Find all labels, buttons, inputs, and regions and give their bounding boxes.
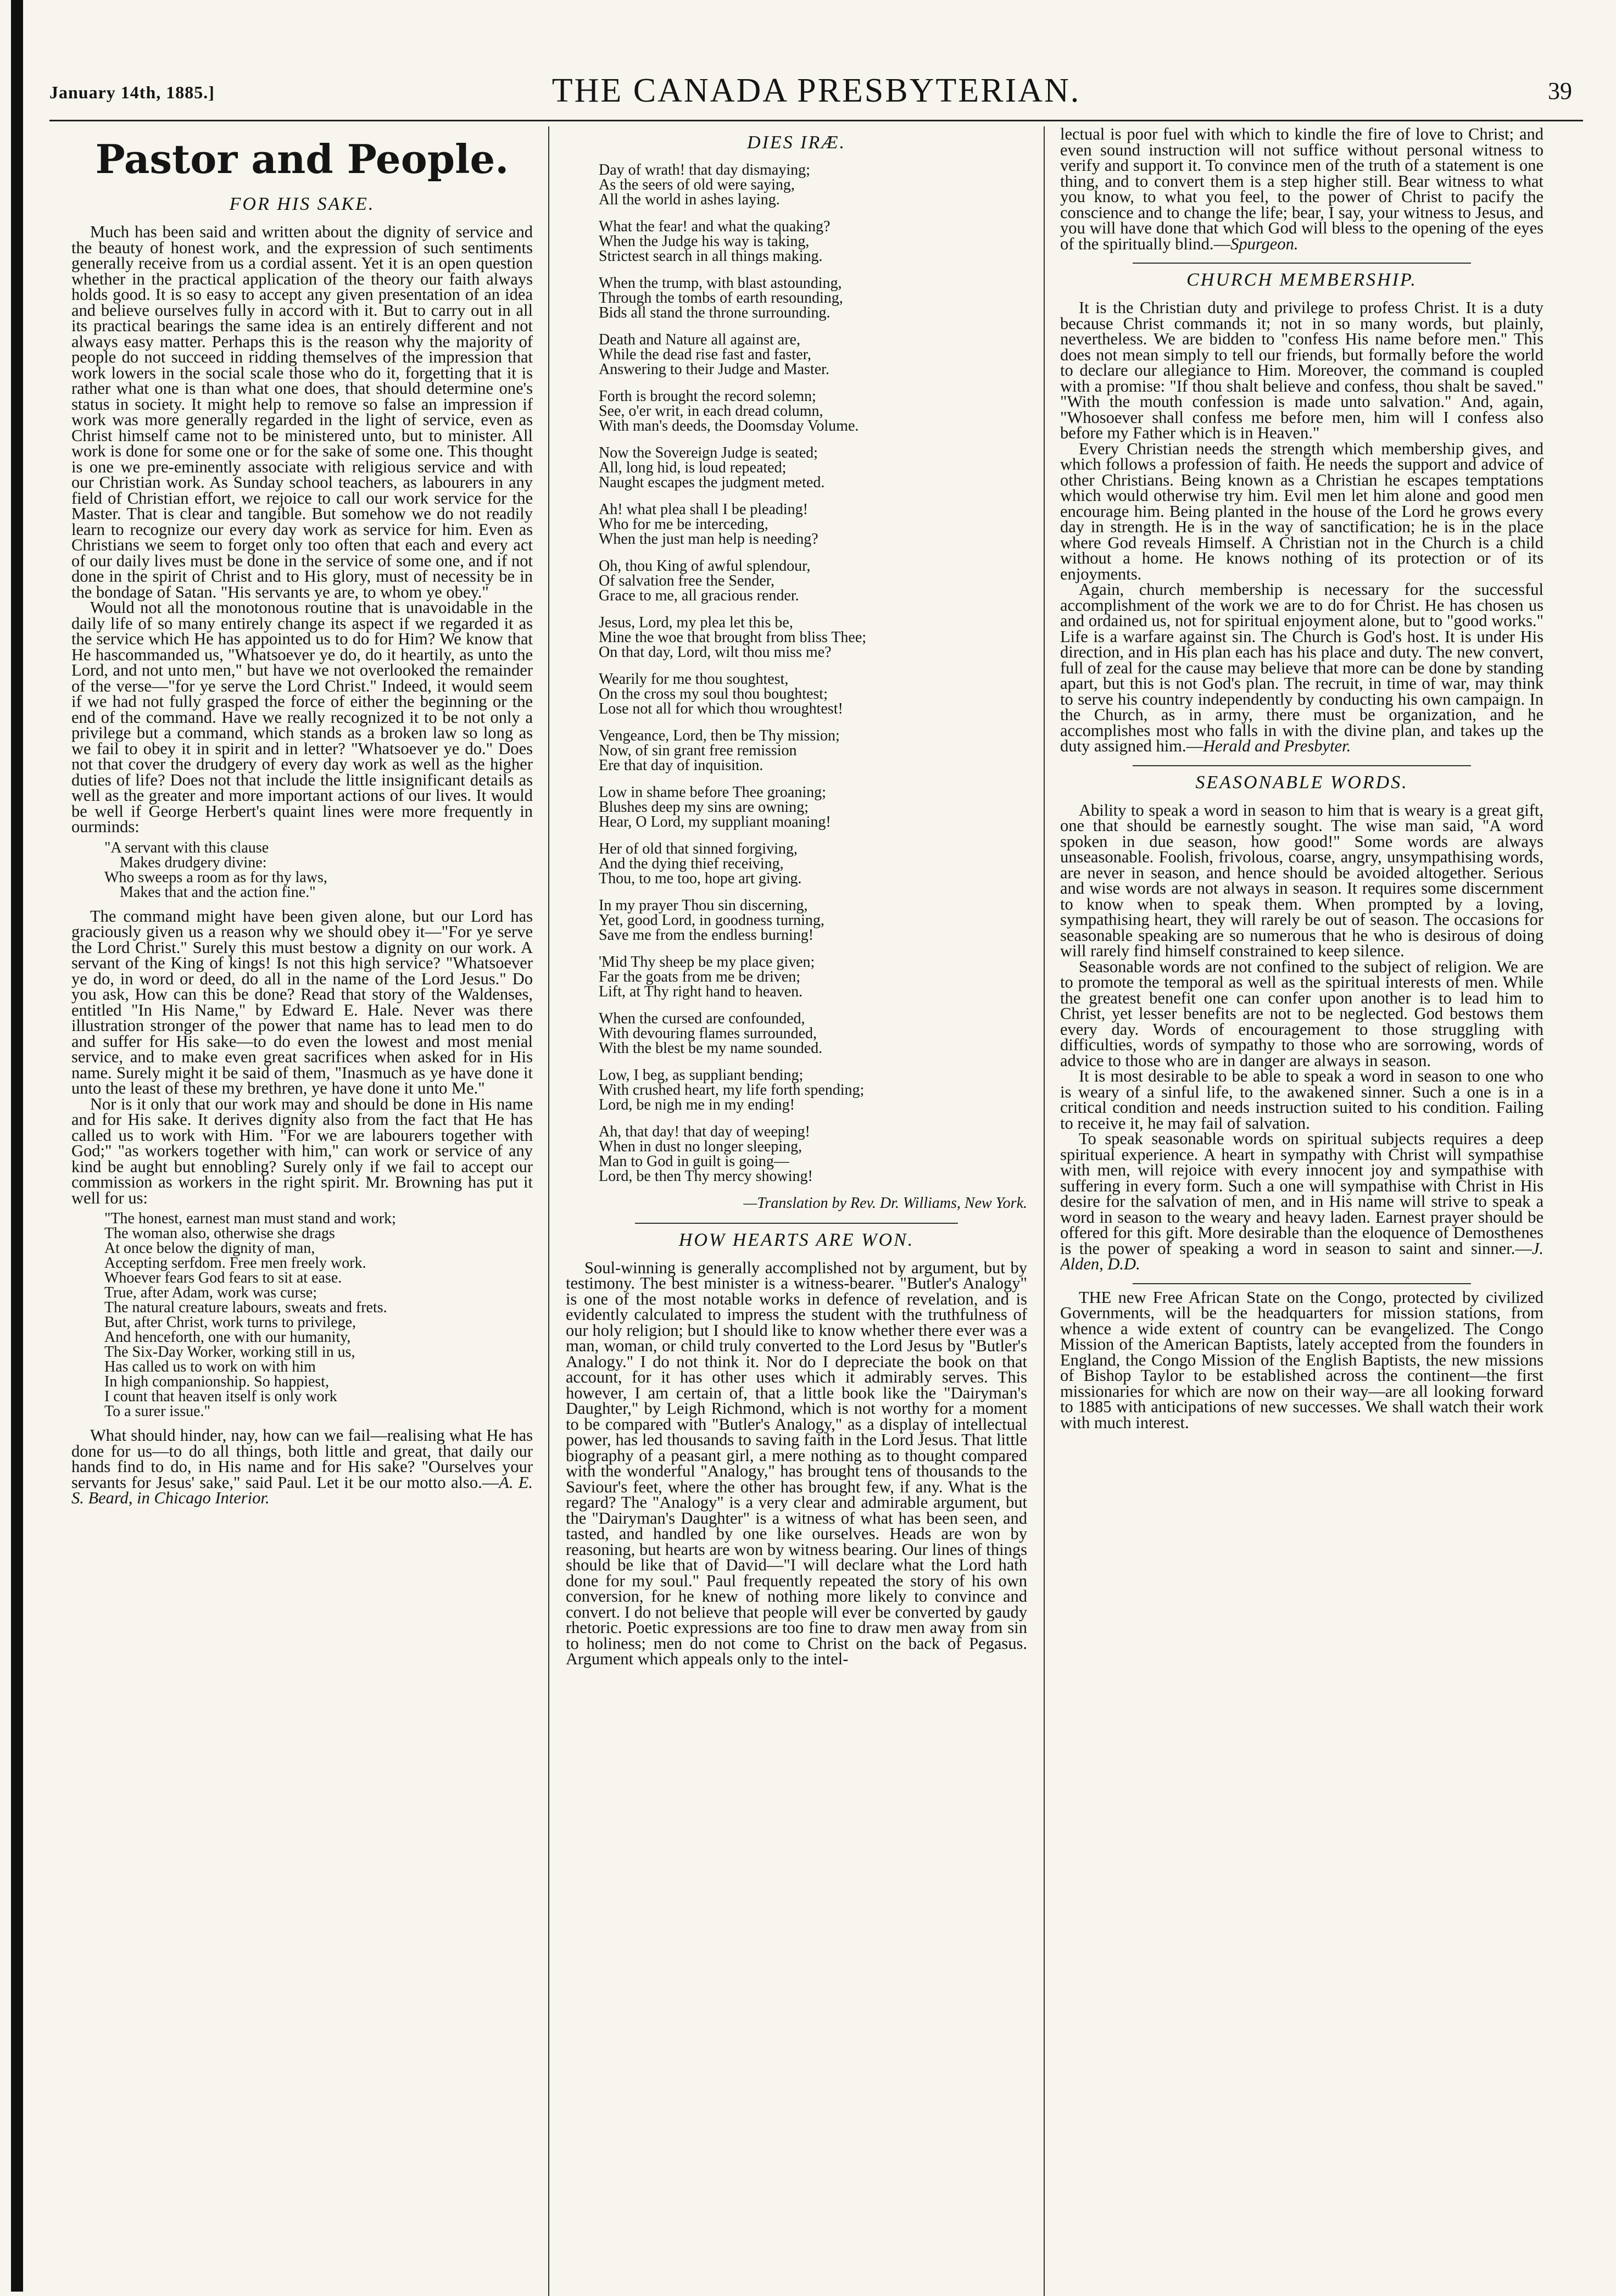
- poem-line: Hear, O Lord, my suppliant moaning!: [599, 813, 831, 831]
- poem-stanza: [599, 219, 1027, 264]
- article-paragraph: Nor is it only that our work may and should be done in His name and for His sake. It derives dignity also from the fact that He has called us to work with Him. "For we are labourers together with God;" "as workers together with him," can work or service of any kind be aught but ennobling? Surely only if we fail to accept our commission as workers in the right spirit. Mr. Browning has put it well for us:: [71, 1094, 533, 1207]
- poem-line: Mine the woe that brought from bliss Thee;: [599, 629, 867, 646]
- poem-line: Who sweeps a room as for thy laws,: [104, 868, 327, 886]
- congo-notice: [1060, 1290, 1543, 1431]
- poem-stanza: [599, 332, 1027, 377]
- poem-line: With the blest be my name sounded.: [599, 1040, 823, 1057]
- poem-line: Yet, good Lord, in goodness turning,: [599, 912, 824, 929]
- poem-line: Ah! what plea shall I be pleading!: [599, 501, 808, 518]
- article-paragraph: Soul-winning is generally accomplished not by argument, but by testimony. The best minister is a witness-bearer. "Butler's Analogy" is one of the most notable works in defence of revelation, and is evidently calculated to impress the student with the truthfulness of our holy religion; but I should like to know whether there ever was a man, woman, or child truly converted to the Lord Jesus by "Butler's Analogy." I do not think it. Nor do I depreciate the book on that account, for it has other uses which it admirably serves. This however, I am certain of, that a little book like the "Dairyman's Daughter," by Leigh Richmond, which is not worthy for a moment to be compared with "Butler's Analogy," as a display of intellectual power, has led thousands to saving faith in the Lord Jesus. That little biography of a peasant girl, a mere nothing as to thought compared with the wonderful "Analogy," has brought tens of thousands to the Saviour's feet, where the other has brought few, if any. What is the regard? The "Analogy" is a very clear and admirable argument, but the "Dairyman's Daughter" is a witness of what has been seen, and tasted, and handled by one like ourselves. Heads are won by reasoning, but hearts are won by witness bearing. Our lines of things should be like that of David—"I will declare what the Lord hath done for my soul." Paul frequently repeated the story of his own conversion, for he knew of nothing more likely to convince and convert. I do not believe that people will ever be converted by gaudy rhetoric. Poetic expressions are too fine to draw men away from sin to holiness; men do not come to Christ on the back of Pegasus. Argument which appeals only to the intel-: [566, 1258, 1027, 1668]
- poem-line: The woman also, otherwise she drags: [104, 1225, 335, 1242]
- browning-quote: [104, 1211, 533, 1419]
- poem-line: Lose not all for which thou wroughtest!: [599, 700, 843, 717]
- article-paragraph: It is the Christian duty and privilege to profess Christ. It is a duty because Christ commands it; not in so many words, but plainly, nevertheless. We are bidden to "confess His name before men." This does not mean simply to tell our friends, but formally before the world to declare our allegiance to Him. Moreover, the command is coupled with a promise: "If thou shalt believe and confess, thou shalt be saved." "With the mouth confession is made unto salvation." And, again, "Whosoever shall confess me before men, him will I confess also before my Father which is in Heaven.": [1060, 298, 1543, 442]
- poem-line: At once below the dignity of man,: [104, 1240, 315, 1257]
- poem-line: Jesus, Lord, my plea let this be,: [599, 614, 793, 631]
- poem-line: Man to God in guilt is going—: [599, 1153, 789, 1170]
- poem-line: Death and Nature all against are,: [599, 331, 800, 348]
- poem-line: The Six-Day Worker, working still in us,: [104, 1344, 355, 1361]
- poem-line: Of salvation free the Sender,: [599, 572, 774, 589]
- article-paragraph: What should hinder, nay, how can we fail—realising what He has done for us—to do all things, both little and great, that daily our hands find to do, in His name and for His sake? "Ourselves your servants for Jesus' sake," said Paul. Let it be our motto also.—A. E. S. Beard, in Chicago Interior.: [71, 1426, 533, 1507]
- poem-line: Answering to their Judge and Master.: [599, 361, 829, 378]
- poem-stanza: [599, 276, 1027, 320]
- article-paragraph: Seasonable words are not confined to the subject of religion. We are to promote the temporal as well as the spiritual interests of men. While the greatest benefit one can confer upon another is to lead him to Christ, yet lesser benefits are not to be neglected. God bestows them every day. Words of encouragement to those struggling with difficulties, words of sympathy to those who are sorrowing, words of advice to those who are in danger are always in season.: [1060, 957, 1543, 1070]
- article-credit: Spurgeon.: [1230, 234, 1299, 253]
- issue-date: January 14th, 1885.]: [49, 82, 215, 102]
- poem-line: See, o'er writ, in each dread column,: [599, 403, 823, 420]
- column-3: [1060, 126, 1543, 2259]
- column-divider: [1044, 126, 1045, 2296]
- poem-line: Wearily for me thou soughtest,: [599, 671, 789, 688]
- article-paragraph: To speak seasonable words on spiritual subjects requires a deep spiritual experience. A heart in sympathy with Christ will sympathise with men, will rejoice with every innocent joy and sympathise with suffering in every form. Such a one will sympathise with Christ in His desire for the salvation of men, and in His name will strive to speak a word in season to the weary and heavy laden. Earnest prayer should be offered for this gift. More desirable than the eloquence of Demosthenes is the power of speaking a word in season to saint and sinner.—J. Alden, D.D.: [1060, 1129, 1543, 1273]
- article-paragraph: lectual is poor fuel with which to kindle the fire of love to Christ; and even sound instruction will not suffice without personal witness to verify and support it. To convince men of the truth of a statement is one thing, and to convert them is a step higher still. Bear witness to what you know, to what you feel, to the power of Christ to pacify the conscience and to change the life; bear, I say, your witness to Jesus, and you will have done that which God will bless to the opening of the eyes of the spiritually blind.—Spurgeon.: [1060, 126, 1543, 253]
- section-masthead: Pastor and People.: [95, 136, 509, 182]
- poem-line: Grace to me, all gracious render.: [599, 587, 799, 604]
- poem-stanza: [599, 163, 1027, 207]
- poem-line: In my prayer Thou sin discerning,: [599, 897, 808, 914]
- section-rule: [635, 1223, 958, 1224]
- poem-line: Now, of sin grant free remission: [599, 742, 797, 759]
- poem-line: With crushed heart, my life forth spending;: [599, 1082, 865, 1099]
- article-paragraph: THE new Free African State on the Congo, protected by civilized Governments, will be the headquarters for mission stations, from whence a wide extent of country can be evangelized. The Congo Mission of the American Baptists, lately accepted from the founders in England, the Congo Mission of the English Baptists, the new missions of Bishop Taylor to be established across the continent—the first missionaries for which are now on their way—are all looking forward to 1885 with anticipations of new successes. We shall watch their work with much interest.: [1060, 1288, 1543, 1432]
- poem-line: "A servant with this clause: [104, 839, 269, 856]
- poem-line: Now the Sovereign Judge is seated;: [599, 444, 818, 461]
- poem-line: And the dying thief receiving,: [599, 855, 784, 872]
- poem-line: Makes drudgery divine:: [120, 854, 267, 871]
- poem-line: Day of wrath! that day dismaying;: [599, 161, 810, 179]
- section-rule: [1133, 263, 1471, 264]
- binding-edge: [11, 0, 23, 2292]
- article-credit: A. E. S. Beard, in Chicago Interior.: [71, 1473, 533, 1507]
- section-rule: [1133, 765, 1471, 766]
- poem-line: Through the tombs of earth resounding,: [599, 289, 843, 306]
- poem-stanza: [599, 1068, 1027, 1112]
- poem-line: Low, I beg, as suppliant bending;: [599, 1067, 804, 1084]
- poem-line: Thou, to me too, hope art giving.: [599, 870, 802, 887]
- article-paragraph: Would not all the monotonous routine that is unavoidable in the daily life of so many entirely change its aspect if we regarded it as the service which He has appointed us to do for Him? We know that He hascommanded us, "Whatsoever ye do, do it heartily, as unto the Lord, and not unto men," but have we not overlooked the remainder of the verse—"for ye serve the Lord Christ." Indeed, it would seem if we had not fully grasped the force of either the beginning or the end of the command. Have we really recognized it to be not only a privilege but a command, which stands as a broken law so long as we fail to obey it in spirit and in letter? "Whatsoever ye do." Does not that cover the drudgery of every day work as well as the higher duties of life? Does not that include the little insignificant details as well as the greater and more important actions of our lives. It would be well if George Herbert's quaint lines were more frequently in ourminds:: [71, 598, 533, 836]
- poem-stanza: [599, 898, 1027, 943]
- poem-stanza: [599, 615, 1027, 660]
- article-paragraph: It is most desirable to be able to speak a word in season to one who is weary of a sinful life, to the awakened sinner. Such a one is in a critical condition and needs instruction suited to his condition. Failing to receive it, he may fail of salvation.: [1060, 1067, 1543, 1133]
- poem-line: On that day, Lord, wilt thou miss me?: [599, 644, 832, 661]
- poem-line: Save me from the endless burning!: [599, 927, 814, 944]
- poem-line: Has called us to work on with him: [104, 1358, 316, 1375]
- poem-line: Oh, thou King of awful splendour,: [599, 558, 811, 575]
- poem-stanza: [599, 672, 1027, 716]
- poem-line: Lift, at Thy right hand to heaven.: [599, 983, 803, 1000]
- poem-line: Vengeance, Lord, then be Thy mission;: [599, 727, 840, 744]
- poem-line: When in dust no longer sleeping,: [599, 1138, 803, 1155]
- poem-stanza: [599, 445, 1027, 490]
- poem-line: As the seers of old were saying,: [599, 176, 795, 193]
- newspaper-title: THE CANADA PRESBYTERIAN.: [551, 72, 1081, 109]
- poem-line: Lord, be then Thy mercy showing!: [599, 1168, 813, 1185]
- article-paragraph: Every Christian needs the strength which membership gives, and which follows a profession of faith. He needs the support and advice of other Christians. Being known as a Christian he escapes temptations which would otherwise try him. Evil men let him alone and good men encourage him. Being planted in the house of the Lord he grows every day in strength. He is in the way of sanctification; he is in the place where God reveals Himself. A Christian not in the Church is a child without a home. He knows nothing of its protection or of its enjoyments.: [1060, 439, 1543, 583]
- poem-line: When the cursed are confounded,: [599, 1010, 805, 1027]
- column-divider: [548, 126, 549, 2296]
- article-heading: CHURCH MEMBERSHIP.: [1186, 270, 1417, 290]
- column-2: [566, 126, 1027, 2259]
- poem-line: Whoever fears God fears to sit at ease.: [104, 1269, 342, 1286]
- poem-line: Ah, that day! that day of weeping!: [599, 1123, 810, 1140]
- poem-line: But, after Christ, work turns to privilege,: [104, 1314, 356, 1331]
- poem-line: What the fear! and what the quaking?: [599, 218, 831, 235]
- poem-line: When the just man help is needing?: [599, 531, 818, 548]
- poem-line: When the trump, with blast astounding,: [599, 275, 842, 292]
- poem-line: On the cross my soul thou boughtest;: [599, 686, 828, 703]
- poem-line: Her of old that sinned forgiving,: [599, 840, 798, 857]
- poem-line: Strictest search in all things making.: [599, 248, 823, 265]
- poem-title: DIES IRÆ.: [747, 132, 846, 153]
- poem-line: Blushes deep my sins are owning;: [599, 799, 809, 816]
- poem-stanza: [599, 728, 1027, 773]
- poem-line: When the Judge his way is taking,: [599, 233, 810, 250]
- poem-line: 'Mid Thy sheep be my place given;: [599, 954, 815, 971]
- poem-line: Ere that day of inquisition.: [599, 757, 764, 774]
- dies-irae-poem: [599, 163, 1027, 1184]
- poem-line: While the dead rise fast and faster,: [599, 346, 811, 363]
- poem-line: Accepting serfdom. Free men freely work.: [104, 1255, 366, 1272]
- poem-line: All the world in ashes laying.: [599, 191, 780, 208]
- column-1: [71, 126, 533, 2259]
- poem-stanza: [599, 842, 1027, 886]
- translation-credit: —Translation by Rev. Dr. Williams, New York.: [743, 1195, 1027, 1212]
- poem-stanza: [599, 389, 1027, 433]
- poem-line: Forth is brought the record solemn;: [599, 388, 816, 405]
- herbert-quote: [104, 840, 533, 900]
- poem-line: Who for me be interceding,: [599, 516, 768, 533]
- section-rule: [1133, 1283, 1471, 1284]
- article-paragraph: Much has been said and written about the dignity of service and the beauty of honest work, and the expression of such sentiments generally receive from us a cordial assent. Yet it is an open question whether in the practical application of the theory our faith always holds good. It is so easy to accept any given presentation of an idea and believe ourselves fully in accord with it. But to carry out in all its practical bearings the same idea is an entirely different and not always easy matter. Perhaps this is the reason why the majority of people do not succeed in ridding themselves of the impression that work lowers in the social scale those who do it, forgetting that it is rather what one is than what one does, that should determine one's status in society. It might help to remove so false an impression if work was more generally regarded in the light of service, even as Christ himself came not to be ministered unto, but to minister. All work is done for some one or for the sake of some one. This thought is one we pre-eminently associate with religious service and with our Christian work. As Sunday school teachers, as labourers in any field of Christian effort, we rejoice to call our work service for the Master. That is clear and tangible. But somehow we do not readily learn to recognize our every day work as service for him. Even as Christians we seem to forget only too often that each and every act of our daily lives must be done in the service of some one, and if not done in the spirit of Christ and to His glory, must of necessity be in the bondage of Satan. "His servants ye are, to whom ye obey.": [71, 222, 533, 601]
- poem-line: Makes that and the action fine.": [120, 883, 316, 901]
- page-header: [49, 71, 1583, 115]
- poem-line: Lord, be nigh me in my ending!: [599, 1096, 795, 1113]
- poem-line: I count that heaven itself is only work: [104, 1388, 337, 1405]
- poem-line: Bids all stand the throne surrounding.: [599, 304, 831, 321]
- poem-line: The natural creature labours, sweats and frets.: [104, 1299, 387, 1316]
- article-paragraph: Again, church membership is necessary for the successful accomplishment of the work we are to do for Christ. He has chosen us and ordained us, not for spiritual enjoyment alone, but to "good works." Life is a warfare against sin. The Church is God's host. It is under His direction, and in His plan each has his place and duty. The new convert, full of zeal for the cause may believe that more can be done by standing apart, but this is not God's plan. The recruit, in time of war, may think to serve his country independently by conducting his own campaign. In the Church, as in army, there must be organization, and he accomplishes most who falls in with the divine plan, and takes up the duty assigned him.—Herald and Presbyter.: [1060, 580, 1543, 755]
- poem-line: True, after Adam, work was curse;: [104, 1284, 317, 1301]
- page-number: 39: [1548, 77, 1572, 104]
- poem-line: With devouring flames surrounded,: [599, 1025, 817, 1042]
- poem-stanza: [599, 1011, 1027, 1056]
- poem-line: To a surer issue.": [104, 1403, 210, 1420]
- poem-line: All, long hid, is loud repeated;: [599, 459, 787, 476]
- header-rule: [49, 120, 1583, 121]
- poem-line: Naught escapes the judgment meted.: [599, 474, 825, 491]
- poem-line: Far the goats from me be driven;: [599, 968, 801, 985]
- poem-stanza: [599, 955, 1027, 999]
- poem-line: Low in shame before Thee groaning;: [599, 784, 826, 801]
- poem-line: And henceforth, one with our humanity,: [104, 1329, 351, 1346]
- article-heading: HOW HEARTS ARE WON.: [678, 1229, 915, 1250]
- poem-line: In high companionship. So happiest,: [104, 1373, 330, 1390]
- poem-stanza: [599, 502, 1027, 547]
- poem-stanza: [599, 1124, 1027, 1184]
- poem-line: With man's deeds, the Doomsday Volume.: [599, 417, 859, 434]
- article-credit: J. Alden, D.D.: [1060, 1239, 1543, 1273]
- poem-line: "The honest, earnest man must stand and work;: [104, 1210, 396, 1227]
- article-heading: SEASONABLE WORDS.: [1195, 772, 1408, 793]
- article-paragraph: Ability to speak a word in season to him that is weary is a great gift, one that should be earnestly sought. The wise man said, "A word spoken in due season, how good!" Some words are always unseasonable. Foolish, frivolous, coarse, angry, unsympathising words, are never in season, and hence should be avoided altogether. Serious and wise words are not always in season. It requires some discernment to know when to speak them. When prompted by a loving, sympathising heart, they will rarely be out of season. The occasions for seasonable speaking are so numerous that he who is desirous of doing will rarely find himself constrained to keep silence.: [1060, 800, 1543, 960]
- poem-stanza: [599, 785, 1027, 829]
- article-paragraph: The command might have been given alone, but our Lord has graciously given us a reason why we should obey it—"For ye serve the Lord Christ." Surely this must bestow a dignity on our work. A servant of the King of kings! Is not this high service? "Whatsoever ye do, in word or deed, do all in the name of the Lord Jesus." Do you ask, How can this be done? Read that story of the Waldenses, entitled "In His Name," by Edward E. Hale. Never was there illustration stronger of the power that name has to lead men to do and suffer for His sake—to do even the lowest and most menial service, and to make even great sacrifices when asked for in His name. Surely might it be said of them, "Inasmuch as ye have done it unto the least of these my brethren, ye have done it unto Me.": [71, 906, 533, 1097]
- article-heading: FOR HIS SAKE.: [229, 194, 375, 214]
- poem-stanza: [599, 559, 1027, 603]
- article-credit: Herald and Presbyter.: [1203, 737, 1351, 755]
